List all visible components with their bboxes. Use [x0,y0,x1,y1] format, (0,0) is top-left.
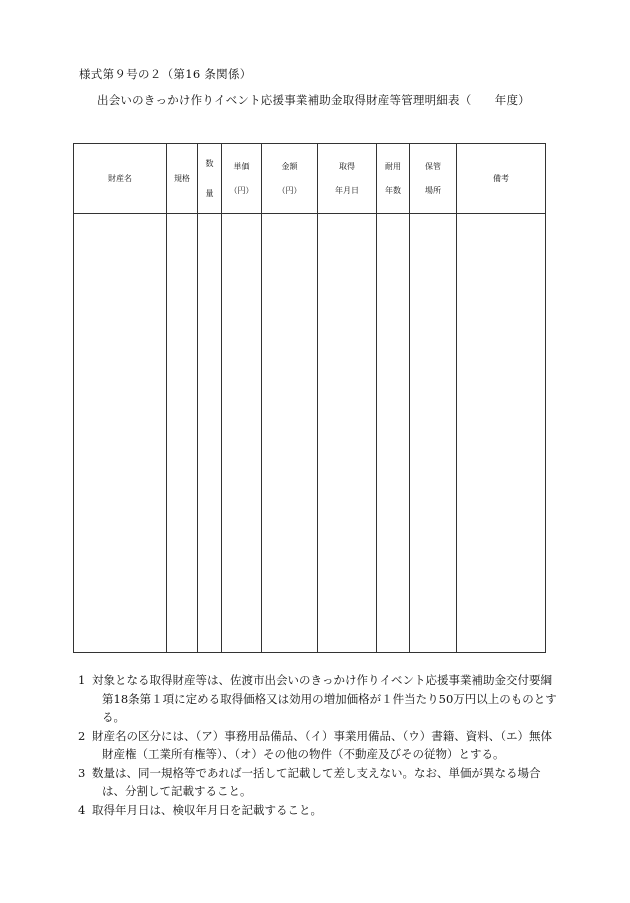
note-text: 財産名の区分には、（ア）事務用品備品、（イ）事業用備品、（ウ）書籍、資料、（エ）無体財産権（工業所有権等）、（オ）その他の物件（不動産及びその従物）とする。 [92,728,552,761]
table-body-row [74,214,546,653]
table-header-row [74,144,546,214]
col-header-quantity: 数 量 [198,144,222,214]
body-cell-storage-location [410,214,457,653]
body-cell-acquisition-date [318,214,377,653]
note-item [78,727,558,764]
form-number: 様式第９号の２（第16 条関係） [79,67,252,81]
note-number: 1 [78,673,86,687]
body-cell-quantity [198,214,222,653]
notes-list [78,671,558,819]
col-header-unit-price: 単価 （円） [222,144,262,214]
body-cell-amount [262,214,318,653]
note-text: 数量は、同一規格等であれば一括して記載して差し支えない。なお、単価が異なる場合は、分割して記載すること。 [92,765,541,798]
note-number: 2 [78,728,86,743]
col-header-remarks: 備考 [457,144,546,214]
col-header-spec: 規格 [167,144,198,214]
note-item [78,801,558,820]
note-item [78,764,558,801]
col-header-acquisition-date: 取得 年月日 [318,144,377,214]
col-header-storage-location: 保管 場所 [410,144,457,214]
note-text: 取得年月日は、検収年月日を記載すること。 [92,802,322,817]
body-cell-property-name [74,214,167,653]
note-text: 対象となる取得財産等は、佐渡市出会いのきっかけ作りイベント応援事業補助金交付要綱第18条第１項に定める取得価格又は効用の増加価格が１件当たり50万円以上のものとする。 [92,673,557,724]
col-header-property-name: 財産名 [74,144,167,214]
body-cell-useful-life [377,214,410,653]
body-cell-remarks [457,214,546,653]
note-number: 3 [78,765,86,780]
col-header-amount: 金額 （円） [262,144,318,214]
note-item [78,671,558,727]
body-cell-unit-price [222,214,262,653]
note-number: 4 [78,802,86,817]
form-title: 出会いのきっかけ作りイベント応援事業補助金取得財産等管理明細表（ 年度） [97,93,530,107]
col-header-useful-life: 耐用 年数 [377,144,410,214]
property-ledger-table [73,143,546,653]
body-cell-spec [167,214,198,653]
